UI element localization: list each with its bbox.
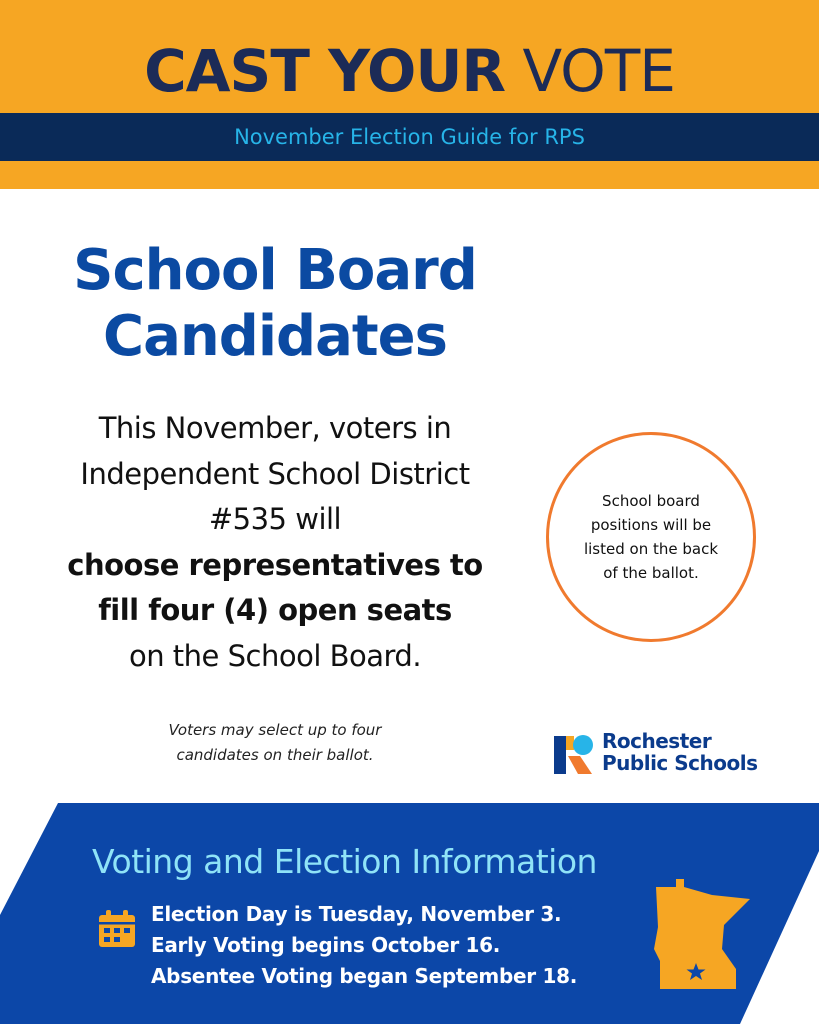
ballot-note: [120, 718, 430, 768]
note-line1: Voters may select up to four: [168, 721, 382, 739]
section-title-line2: Candidates: [103, 304, 447, 369]
calendar-icon: [97, 909, 137, 949]
title-light: VOTE: [522, 37, 675, 105]
callout-text: [566, 489, 736, 585]
body-line4: choose representatives to: [67, 547, 483, 582]
subtitle: November Election Guide for RPS: [234, 125, 585, 149]
election-dates: [151, 899, 577, 992]
subtitle-bar: [0, 113, 819, 161]
note-line2: candidates on their ballot.: [176, 746, 374, 764]
callout-circle: [546, 432, 756, 642]
minnesota-star-icon: [652, 875, 752, 993]
section-title-line1: School Board: [73, 238, 477, 303]
rps-logo: [554, 730, 774, 778]
callout-line2: positions will be: [590, 516, 712, 534]
section-title: [40, 238, 510, 370]
election-day-line: Election Day is Tuesday, November 3.: [151, 902, 562, 926]
election-info-panel: [0, 803, 819, 1024]
logo-line2: Public Schools: [602, 751, 758, 775]
logo-text: [602, 730, 757, 774]
panel-title: Voting and Election Information: [92, 842, 597, 881]
absentee-voting-line: Absentee Voting began September 18.: [151, 964, 577, 988]
callout-line3: listed on the back: [583, 540, 719, 558]
body-line1: This November, voters in: [98, 411, 452, 445]
body-line5: fill four (4) open seats: [98, 593, 452, 627]
page-title: [0, 34, 819, 108]
rps-logo-icon: [554, 734, 596, 774]
callout-line4: of the ballot.: [603, 564, 699, 582]
callout-line1: School board: [602, 492, 700, 510]
body-line2: Independent School District: [80, 456, 470, 491]
header-band: [0, 0, 819, 189]
title-bold: CAST YOUR: [144, 37, 506, 105]
body-line3: #535 will: [208, 502, 342, 536]
body-text: [30, 406, 520, 679]
logo-line1: Rochester: [602, 729, 712, 753]
early-voting-line: Early Voting begins October 16.: [151, 933, 501, 957]
body-line6: on the School Board.: [128, 638, 422, 673]
